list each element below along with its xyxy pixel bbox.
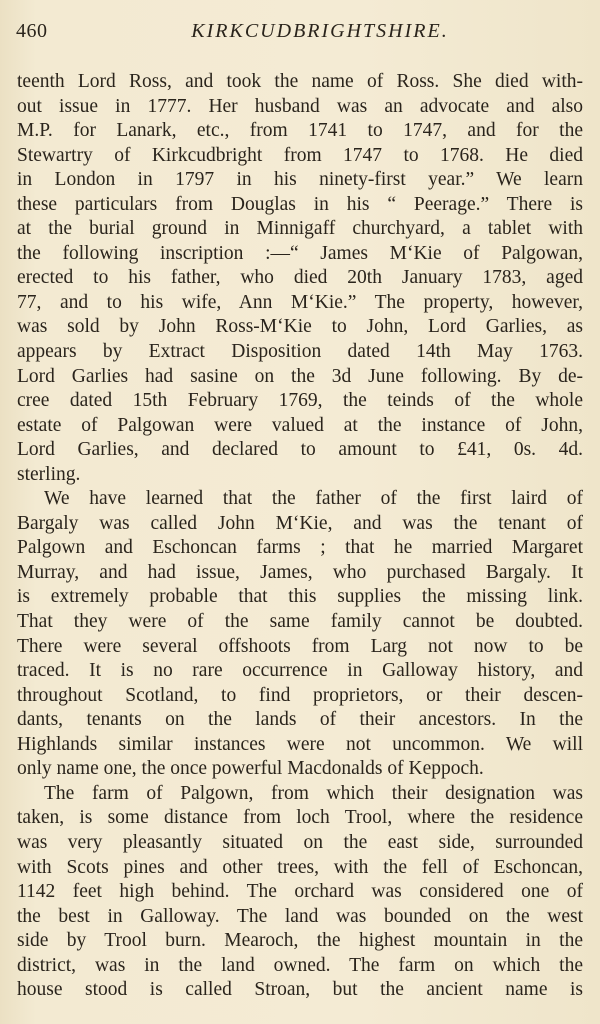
text-line: with Scots pines and other trees, with the fell of Eschoncan, [17,856,583,878]
text-line: only name one, the once powerful Macdonalds of Keppoch. [17,758,484,780]
text-line: these particulars from Douglas in his “ Peerage.” There is [17,193,583,215]
text-line: district, was in the land owned. The farm on which the [17,954,583,976]
text-line: The farm of Palgown, from which their designation was [44,782,583,804]
text-line: the best in Galloway. The land was bounded on the west [17,905,583,927]
text-line: Highlands similar instances were not uncommon. We will [17,733,583,755]
text-line: 1142 feet high behind. The orchard was considered one of [17,881,583,903]
text-line: out issue in 1777. Her husband was an advocate and also [17,95,583,117]
text-line: was very pleasantly situated on the east side, surrounded [17,831,583,853]
text-line: traced. It is no rare occurrence in Galloway history, and [17,660,583,682]
text-line: estate of Palgowan were valued at the instance of John, [17,414,583,436]
running-head [16,20,584,46]
text-line: at the burial ground in Minnigaff churchyard, a tablet with [17,218,583,240]
text-line: side by Trool burn. Mearoch, the highest mountain in the [17,930,583,952]
text-line: Bargaly was called John M‘Kie, and was the tenant of [17,512,583,534]
paragraph [17,70,583,487]
text-line: house stood is called Stroan, but the ancient name is [17,979,583,1001]
text-line: in London in 1797 in his ninety-first year.” We learn [17,169,583,191]
text-line: throughout Scotland, to find proprietors, or their descen- [17,684,583,706]
text-line: Murray, and had issue, James, who purchased Bargaly. It [17,561,583,583]
text-line: 77, and to his wife, Ann M‘Kie.” The property, however, [17,291,583,313]
text-line: dants, tenants on the lands of their ancestors. In the [17,709,583,731]
text-line: M.P. for Lanark, etc., from 1741 to 1747, and for the [17,120,583,142]
text-line: erected to his father, who died 20th January 1783, aged [17,267,583,289]
paragraph [17,487,583,782]
text-line: was sold by John Ross-M‘Kie to John, Lord Garlies, as [17,316,583,338]
page-number: 460 [16,20,48,42]
text-line: cree dated 15th February 1769, the teinds of the whole [17,390,583,412]
text-line: taken, is some distance from loch Trool, where the residence [17,807,583,829]
text-line: appears by Extract Disposition dated 14th May 1763. [17,341,583,363]
text-line: We have learned that the father of the first laird of [44,488,583,510]
text-line: Lord Garlies, and declared to amount to £41, 0s. 4d. [17,439,583,461]
text-line: teenth Lord Ross, and took the name of Ross. She died with- [17,71,583,92]
text-line: Lord Garlies had sasine on the 3d June following. By de- [17,365,583,387]
text-line: the following inscription :—“ James M‘Kie of Palgowan, [17,242,583,264]
text-line: is extremely probable that this supplies the missing link. [17,586,583,608]
text-line: There were several offshoots from Larg not now to be [17,635,583,657]
running-title: KIRKCUDBRIGHTSHIRE. [191,20,449,42]
text-line: Palgown and Eschoncan farms ; that he married Margaret [17,537,583,559]
text-line: That they were of the same family cannot be doubted. [17,611,583,633]
text-line: Stewartry of Kirkcudbright from 1747 to 1768. He died [17,144,583,166]
body-text [17,70,583,1003]
paragraph [17,782,583,1003]
text-line: sterling. [17,463,81,485]
